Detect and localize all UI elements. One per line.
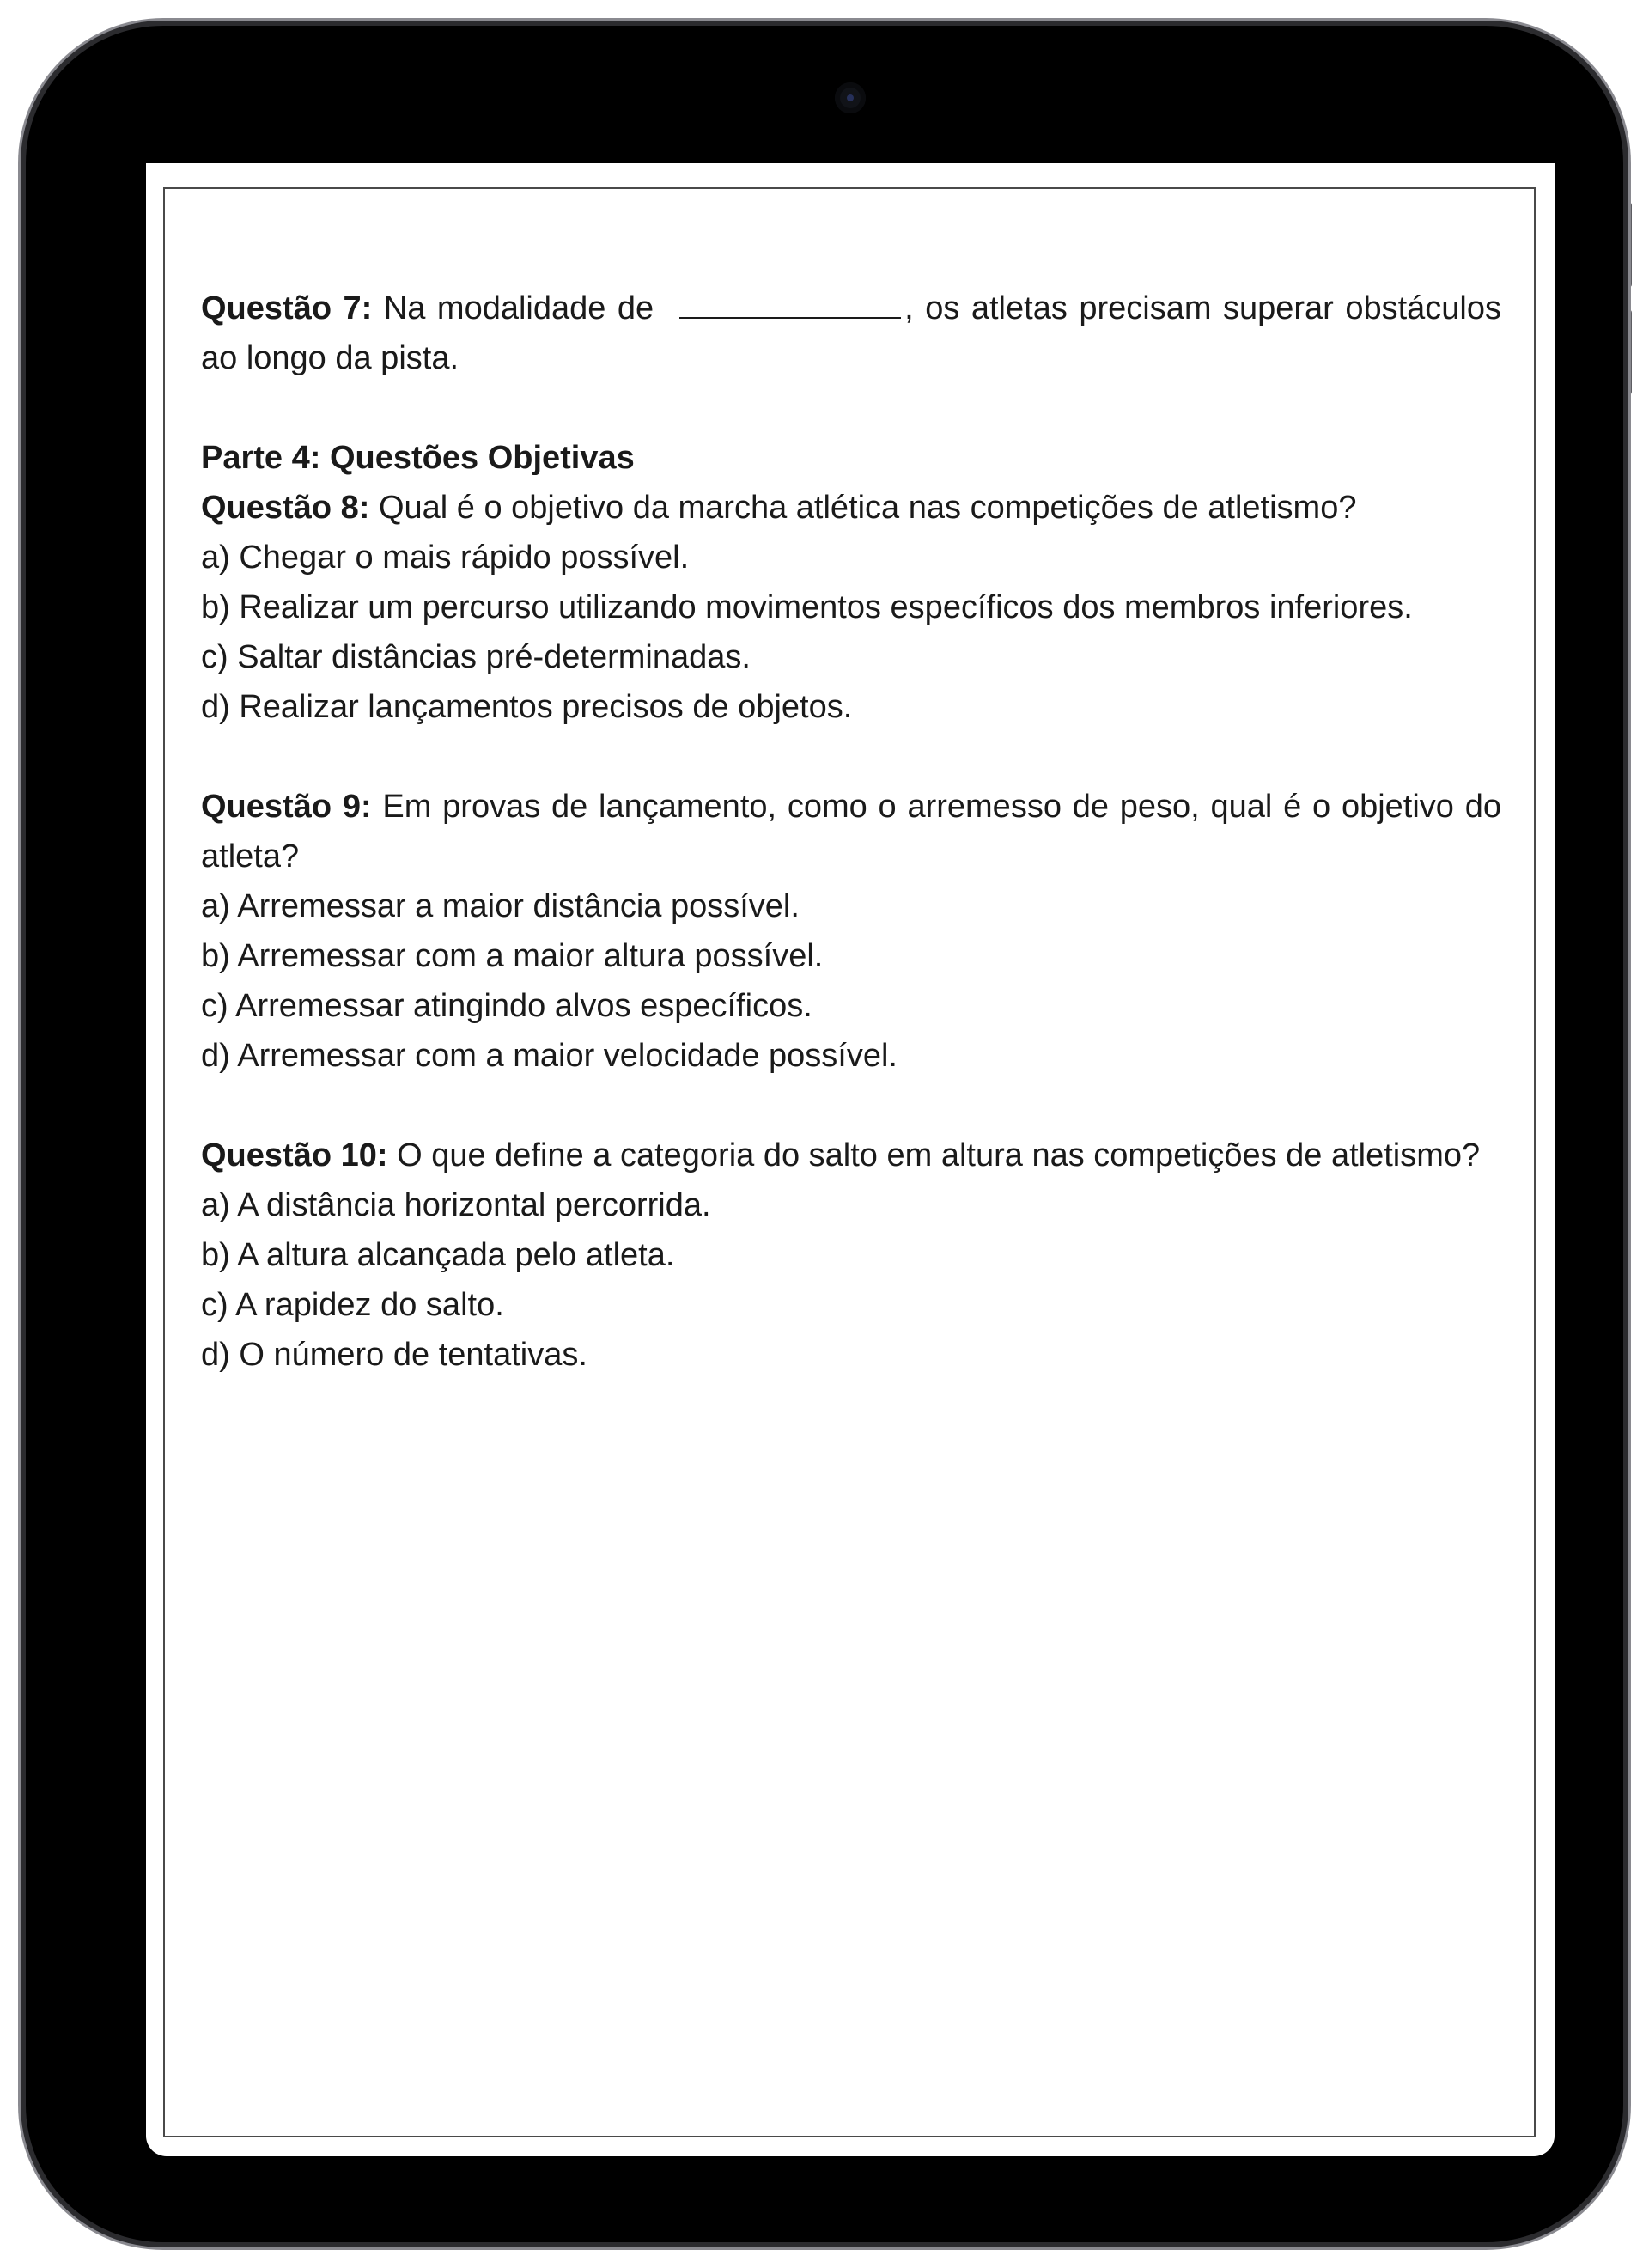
question-8 [201, 483, 1501, 533]
spacer [201, 383, 1501, 433]
question-8-option-c: c) Saltar distâncias pré-determinadas. [201, 639, 751, 675]
question-10 [201, 1131, 1501, 1180]
question-10-option-d: d) O número de tentativas. [201, 1337, 587, 1373]
tablet-screen [146, 163, 1555, 2156]
question-7-text-before: Na modalidade de [383, 290, 654, 326]
document-content [201, 284, 1501, 1380]
volume-up-button[interactable] [1623, 202, 1632, 288]
part-4-heading: Parte 4: Questões Objetivas [201, 440, 635, 476]
question-9-option-c: c) Arremessar atingindo alvos específicos. [201, 988, 812, 1024]
question-7-label: Questão 7: [201, 290, 373, 326]
front-camera-icon [835, 82, 866, 113]
question-10-option-b: b) A altura alcançada pelo atleta. [201, 1237, 675, 1273]
tablet-frame [26, 26, 1623, 2242]
volume-down-button[interactable] [1623, 309, 1632, 395]
question-8-option-b: b) Realizar um percurso utilizando movimentos específicos dos membros inferiores. [201, 589, 1413, 625]
question-8-option-a: a) Chegar o mais rápido possível. [201, 540, 690, 576]
question-7 [201, 284, 1501, 383]
question-7-text-after: , os atletas precisam superar obstáculos ao longo da pista. [201, 290, 1501, 376]
spacer [201, 1081, 1501, 1131]
question-9 [201, 782, 1501, 881]
question-9-label: Questão 9: [201, 789, 372, 825]
question-9-text: Em provas de lançamento, como o arremesso de peso, qual é o objetivo do atleta? [201, 789, 1501, 875]
question-8-text: Qual é o objetivo da marcha atlética nas competições de atletismo? [378, 490, 1357, 526]
question-9-option-b: b) Arremessar com a maior altura possível. [201, 938, 824, 974]
question-10-option-c: c) A rapidez do salto. [201, 1287, 504, 1323]
question-8-label: Questão 8: [201, 490, 370, 526]
question-8-option-d: d) Realizar lançamentos precisos de objetos. [201, 689, 853, 725]
question-10-label: Questão 10: [201, 1137, 388, 1174]
question-9-option-d: d) Arremessar com a maior velocidade possível. [201, 1038, 898, 1074]
question-10-text: O que define a categoria do salto em altura nas competições de atletismo? [397, 1137, 1481, 1174]
fill-in-blank[interactable] [679, 291, 901, 319]
question-9-option-a: a) Arremessar a maior distância possível. [201, 888, 800, 924]
spacer [201, 732, 1501, 782]
question-10-option-a: a) A distância horizontal percorrida. [201, 1187, 711, 1223]
